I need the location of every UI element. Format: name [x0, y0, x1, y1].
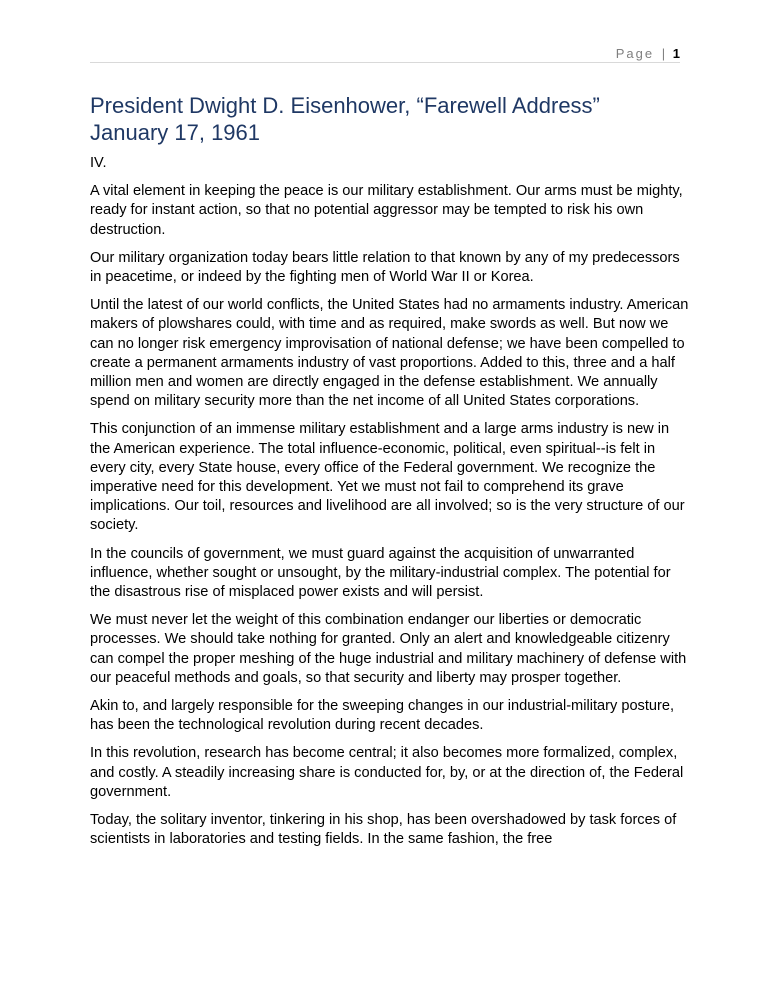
paragraph: Today, the solitary inventor, tinkering in his shop, has been overshadowed by task forces of scientists in laboratories and testing fields. In the same fashion, the free [90, 812, 677, 848]
paragraph: Our military organization today bears little relation to that known by any of my predecessors in peacetime, or indeed by the fighting men of World War II or Korea. [90, 249, 680, 286]
document-body [90, 92, 690, 859]
paragraph: Until the latest of our world conflicts, the United States had no armaments industry. American makers of plowshares could, with time and as required, make swords as well. But now we can no longer risk emergency improvisation of national defense; we have been compelled to create a permanent armaments industry of vast proportions. Added to this, three and a half million men and women are directly engaged in the defense establishment. We annually spend on military security more than the net income of all United States corporations. [90, 297, 689, 410]
paragraph: A vital element in keeping the peace is our military establishment. Our arms must be mighty, ready for instant action, so that no potential aggressor may be tempted to risk his own destruction. [90, 183, 683, 238]
title-line-1: President Dwight D. Eisenhower, “Farewell Address” [90, 93, 600, 118]
paragraph: We must never let the weight of this combination endanger our liberties or democratic processes. We should take nothing for granted. Only an alert and knowledgeable citizenry can compel the proper meshing of the huge industrial and military machinery of defense with our peaceful methods and goals, so that security and liberty may prosper together. [90, 612, 687, 686]
paragraph: In the councils of government, we must guard against the acquisition of unwarranted influence, whether sought or unsought, by the military-industrial complex. The potential for the disastrous rise of misplaced power exists and will persist. [90, 545, 671, 601]
title-line-2: January 17, 1961 [90, 120, 261, 145]
page-number-label [616, 46, 680, 61]
paragraph: This conjunction of an immense military establishment and a large arms industry is new in the American experience. The total influence-economic, political, even spiritual--is felt in every city, every State house, every office of the Federal government. We recognize the imperative need for this development. Yet we must not fail to comprehend its grave implications. Our toil, resources and livelihood are all involved; so is the very structure of our society. [90, 421, 685, 534]
page-word: Page [615, 46, 655, 61]
document-title [90, 92, 690, 146]
page-number: 1 [672, 46, 680, 61]
paragraph: Akin to, and largely responsible for the sweeping changes in our industrial-military posture, has been the technological revolution during recent decades. [90, 698, 675, 734]
page-separator: | [661, 46, 666, 61]
paragraph: In this revolution, research has become central; it also becomes more formalized, complex, and costly. A steadily increasing share is conducted for, by, or at the direction of, the Federal government. [90, 745, 684, 800]
section-number: IV. [90, 155, 107, 171]
page-header [90, 40, 680, 63]
